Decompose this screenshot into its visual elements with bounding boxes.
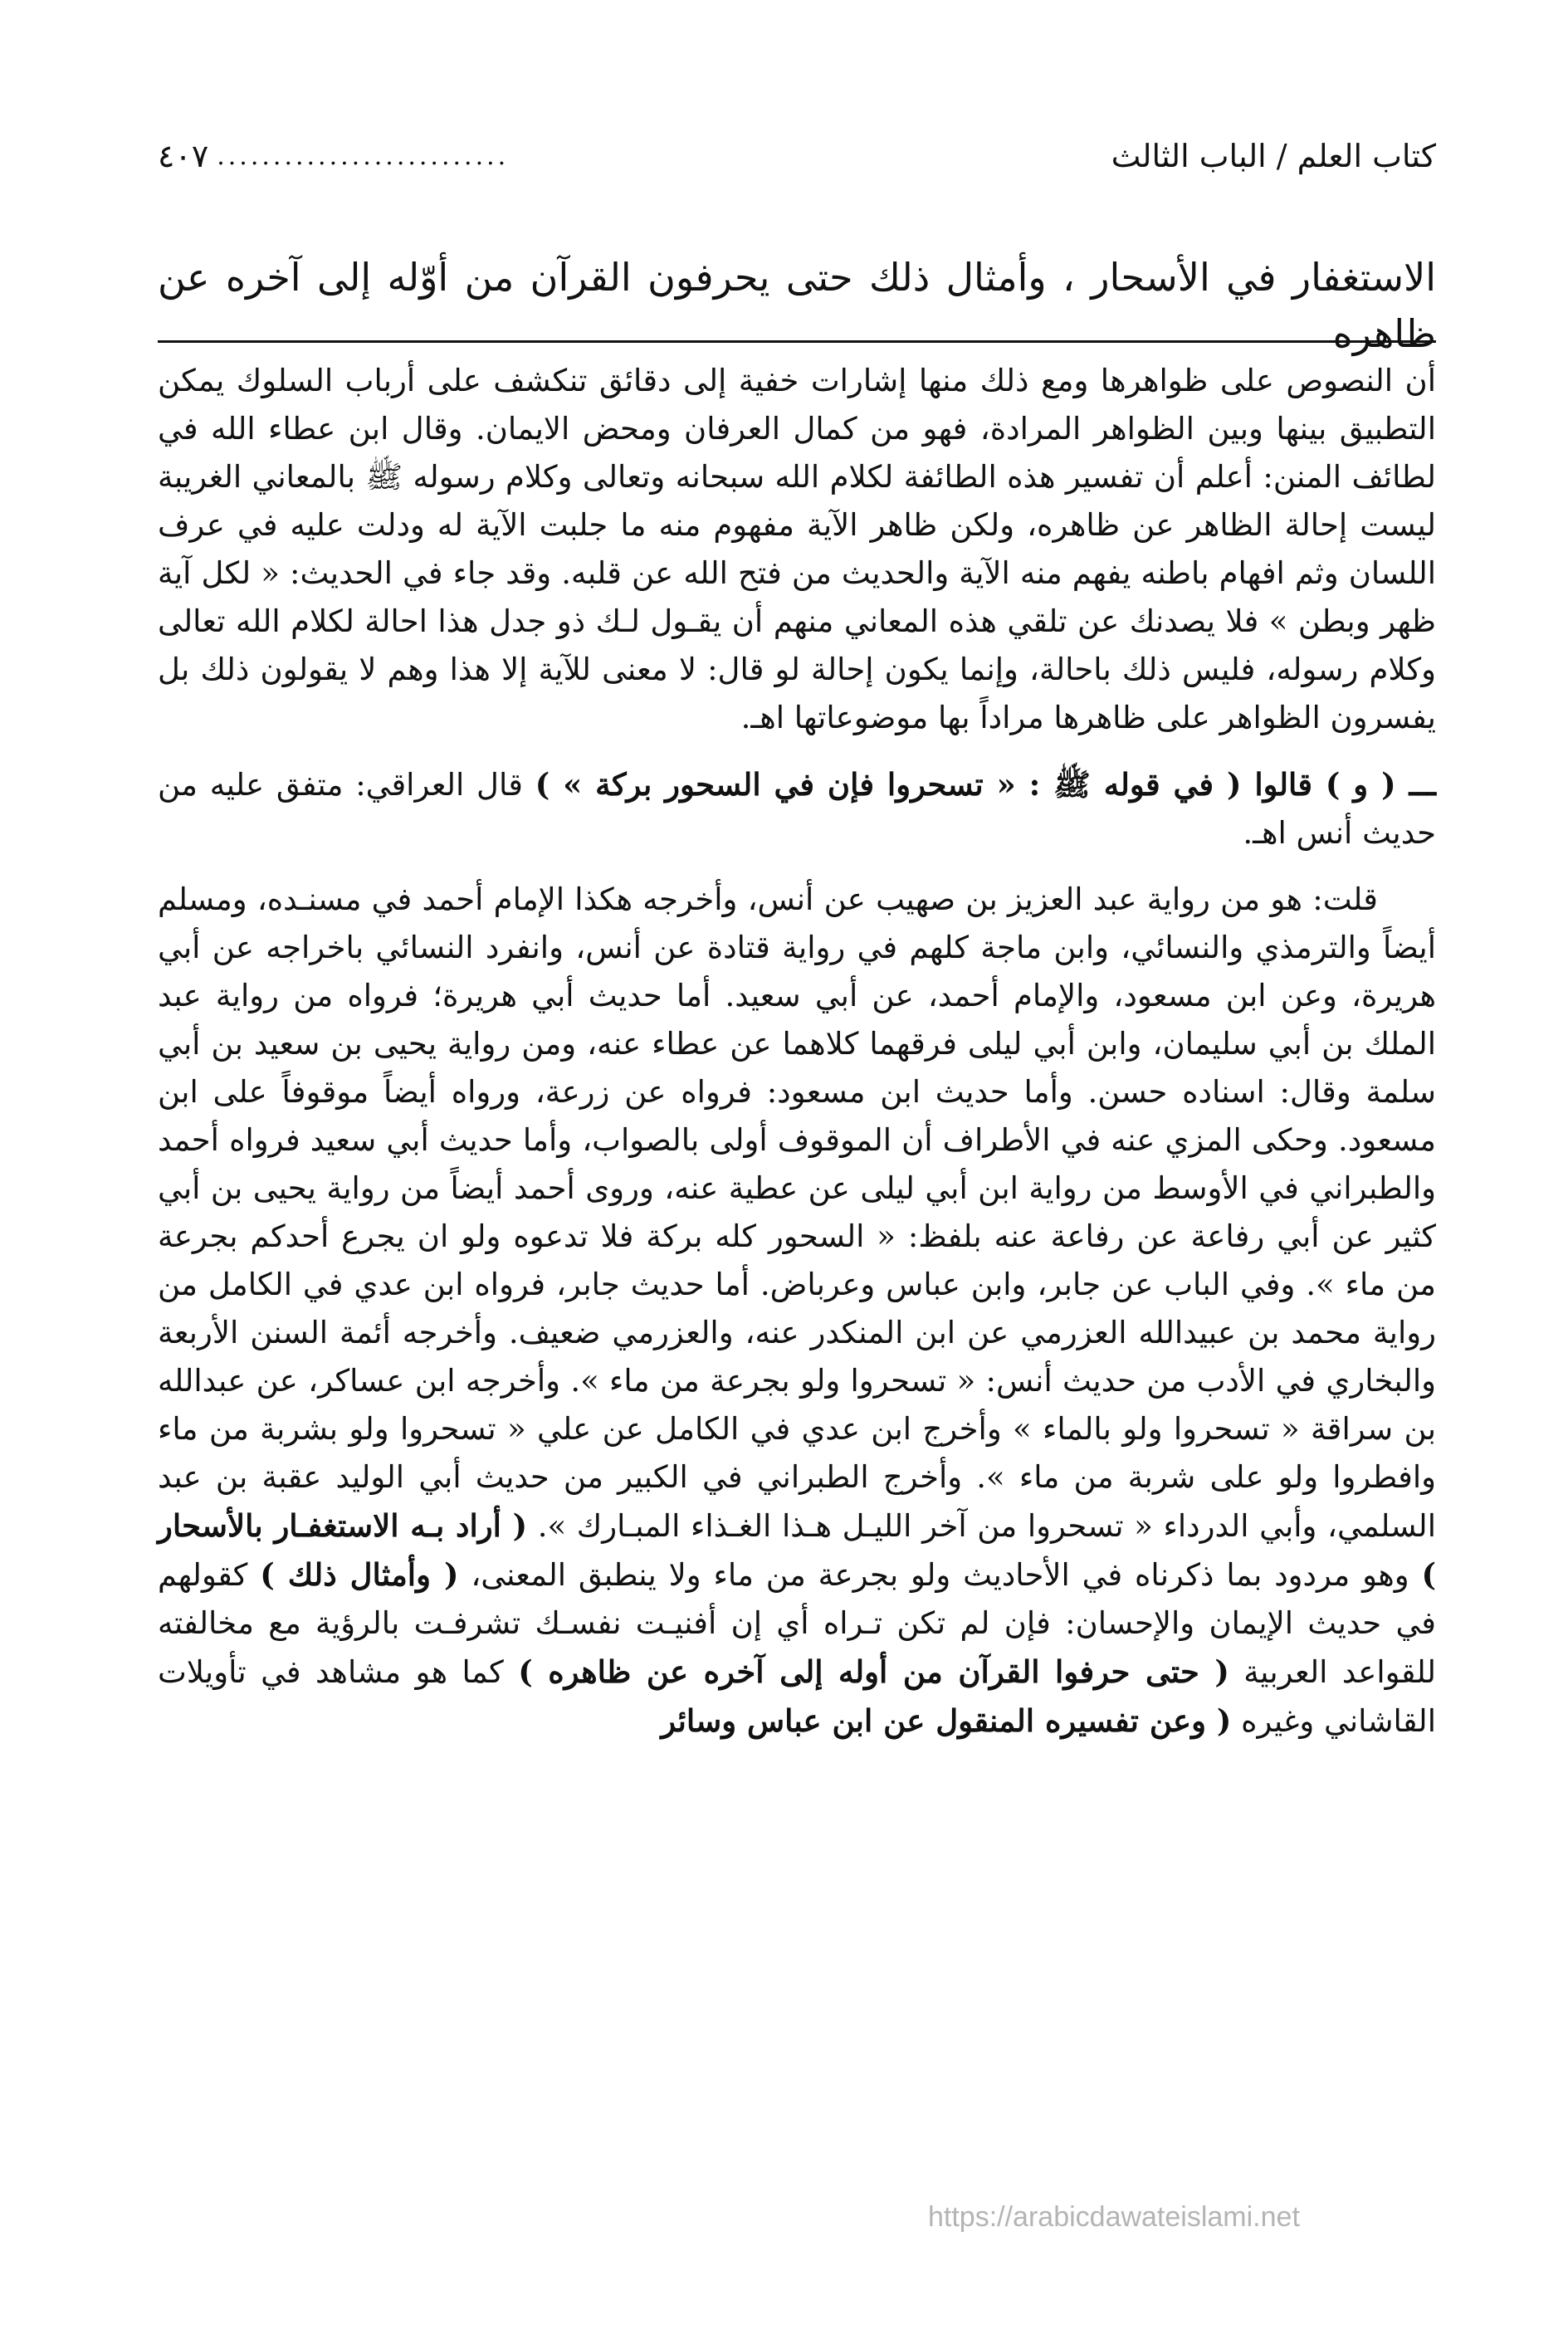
commentary-text: كما هو مشاهد في تأويلات القاشاني وغيره [158,1654,1436,1739]
commentary-paragraph-3 [158,876,1436,1746]
commentary-text: قال العراقي: متفق عليه من حديث أنس اهـ. [158,767,1436,851]
header-title: كتاب العلم / الباب الثالث [1111,138,1436,174]
quoted-text-bold: ( وأمثال ذلك ) [260,1556,459,1593]
separator-rule [158,340,1436,343]
quoted-text-bold: ( أراد بـه الاستغفـار بالأسحار ) [158,1507,1436,1593]
running-header [158,131,1436,181]
watermark-url: https://arabicdawateislami.net [928,2201,1300,2233]
header-page-number-group [158,138,509,174]
commentary-text: كقولهم في حديث الإيمان والإحسان: فإن لم تكن تـراه أي إن أفنيـت نفسـك تشرفـت بالرؤية مع مخالفته للقواعد العربية [158,1557,1436,1690]
quoted-text-bold: ( وعن تفسيره المنقول عن ابن عباس وسائر [661,1702,1232,1739]
commentary-body [158,357,1436,1764]
commentary-text: قلت: هو من رواية عبد العزيز بن صهيب عن أنس، وأخرجه هكذا الإمام أحمد في مسنـده، ومسلم أيضاً والترمذي والنسائي، وابن ماجة كلهم في رواية قتادة عن أنس، وانفرد النسائي باخراجه عن أبي هريرة، وعن ابن مسعود، والإمام أحمد، عن أبي سعيد. أما حديث أبي هريرة؛ فرواه من رواية عبد الملك بن أبي سليمان، وابن أبي ليلى فرقهما كلاهما عن عطاء عنه، ومن رواية يحيى بن سعيد بن أبي سلمة وقال: اسناده حسن. وأما حديث ابن مسعود: فرواه عن زرعة، ورواه أيضاً موقوفاً على ابن مسعود. وحكى المزي عنه في الأطراف أن الموقوف أولى بالصواب، وأما حديث أبي سعيد فرواه أحمد والطبراني في الأوسط من رواية ابن أبي ليلى عن عطية عنه، وروى أحمد أيضاً من رواية يحيى بن أبي كثير عن أبي رفاعة عن رفاعة عنه بلفظ: « السحور كله بركة فلا تدعوه ولو ان يجرع أحدكم بجرعة من ماء ». وفي الباب عن جابر، وابن عباس وعرباض. أما حديث جابر، فرواه ابن عدي في الكامل من رواية محمد بن عبيدالله العزرمي عن ابن المنكدر عنه، والعزرمي ضعيف. وأخرجه أئمة السنن الأربعة والبخاري في الأدب من حديث أنس: « تسحروا ولو بجرعة من ماء ». وأخرجه ابن عساكر، عن عبدالله بن سراقة « تسحروا ولو بالماء » وأخرج ابن عدي في الكامل عن علي « تسحروا ولو بشربة من ماء وافطروا ولو على شربة من ماء ». وأخرج الطبراني في الكبير من حديث أبي الوليد عقبة بن عبد السلمي، وأبي الدرداء « تسحروا من آخر الليـل هـذا الغـذاء المبـارك ». [158,881,1436,1544]
commentary-paragraph-1: أن النصوص على ظواهرها ومع ذلك منها إشارات خفية إلى دقائق تنكشف على أرباب السلوك يمكن التطبيق بينها وبين الظواهر المرادة، فهو من كمال العرفان ومحض الايمان. وقال ابن عطاء الله في لطائف المنن: أعلم أن تفسير هذه الطائفة لكلام الله سبحانه وتعالى وكلام رسوله ﷺ بالمعاني الغريبة ليست إحالة الظاهر عن ظاهره، ولكن ظاهر الآية مفهوم منه ما جلبت الآية له ودلت عليه في عرف اللسان وثم افهام باطنه يفهم منه الآية والحديث من فتح الله عن قلبه. وقد جاء في الحديث: « لكل آية ظهر وبطن » فلا يصدنك عن تلقي هذه المعاني منهم أن يقـول لـك ذو جدل هذا احالة لكلام الله تعالى وكلام رسوله، فليس ذلك باحالة، وإنما يكون إحالة لو قال: لا معنى للآية إلا هذا وهم لا يقولون ذلك بل يفسرون الظواهر على ظاهرها مراداً بها موضوعاتها اهـ. [158,363,1436,735]
quoted-text-bold: ـــ ( و ) قالوا ( في قوله ﷺ : « تسحروا فإن في السحور بركة » ) [535,766,1436,803]
book-page [158,0,1436,2344]
commentary-paragraph-2 [158,760,1436,857]
commentary-text: وهو مردود بما ذكرناه في الأحاديث ولو بجرعة من ماء ولا ينطبق المعنى، [458,1557,1422,1593]
page-number: ٤٠٧ [158,138,209,174]
quoted-text-bold: ( حتى حرفوا القرآن من أوله إلى آخره عن ظاهره ) [518,1653,1229,1690]
header-dot-leader: .......................... [217,141,510,171]
main-text-line: الاستغفار في الأسحار ، وأمثال ذلك حتى يحرفون القرآن من أوّله إلى آخره عن ظاهره [158,255,1436,356]
